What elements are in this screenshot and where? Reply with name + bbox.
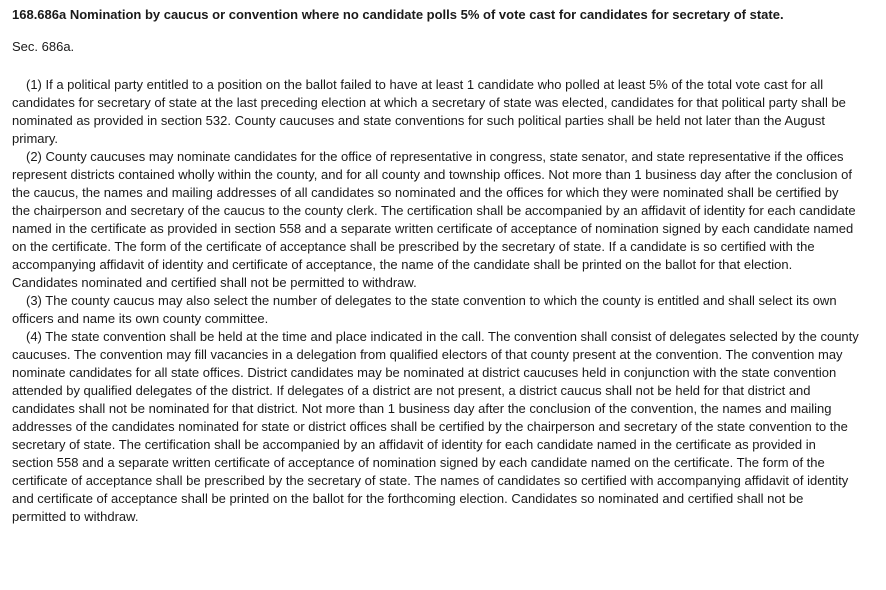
paragraph-1: (1) If a political party entitled to a position on the ballot failed to have at least 1 candidate who polled at least 5% of the total vote cast for all candidates for secretary of state at the last preceding election at which a secretary of state was elected, candidates for that political party shall be nominated as provided in section 532. County caucuses and state conventions for such political parties shall be held not later than the August primary. <box>12 77 846 146</box>
statute-title: 168.686a Nomination by caucus or convention where no candidate polls 5% of vote cast for candidates for secretary of state. <box>12 7 784 22</box>
paragraph-2: (2) County caucuses may nominate candidates for the office of representative in congress, state senator, and state representative if the offices represent districts contained wholly within the county, and for all county and township offices. Not more than 1 business day after the conclusion of the caucus, the names and mailing addresses of all candidates so nominated and the offices for which they were nominated shall be certified by the chairperson and secretary of the caucus to the county clerk. The certification shall be accompanied by an affidavit of identity for each candidate named in the certificate as provided in section 558 and a separate written certificate of acceptance of nomination signed by each candidate named on the certificate. The form of the certificate of acceptance shall be prescribed by the secretary of state. If a candidate is so certified with the accompanying affidavit of identity and certificate of acceptance, the name of the candidate shall be printed on the ballot for that election. Candidates nominated and certified shall not be permitted to withdraw. <box>12 149 856 290</box>
statute-body <box>12 76 860 526</box>
paragraph-3: (3) The county caucus may also select the number of delegates to the state convention to which the county is entitled and shall select its own officers and name its own county committee. <box>12 293 837 326</box>
section-label: Sec. 686a. <box>12 39 75 54</box>
paragraph-4: (4) The state convention shall be held at the time and place indicated in the call. The convention shall consist of delegates selected by the county caucuses. The convention may fill vacancies in a delegation from qualified electors of that county present at the convention. The convention may nominate candidates for all state offices. District candidates may be nominated at district caucuses held in conjunction with the state convention attended by qualified delegates of the district. If delegates of a district are not present, a district caucus shall not be held for that district and candidates shall not be nominated for that district. Not more than 1 business day after the conclusion of the convention, the names and mailing addresses of the candidates nominated for state or district offices shall be certified by the chairperson and secretary of the state convention to the secretary of state. The certification shall be accompanied by an affidavit of identity for each candidate named in the certificate as provided in section 558 and a separate written certificate of acceptance of nomination signed by each candidate named on the certificate. The form of the certificate of acceptance shall be prescribed by the secretary of state. The names of candidates so certified with accompanying affidavit of identity and certificate of acceptance shall be printed on the ballot for the forthcoming election. Candidates so nominated and certified shall not be permitted to withdraw. <box>12 329 859 524</box>
